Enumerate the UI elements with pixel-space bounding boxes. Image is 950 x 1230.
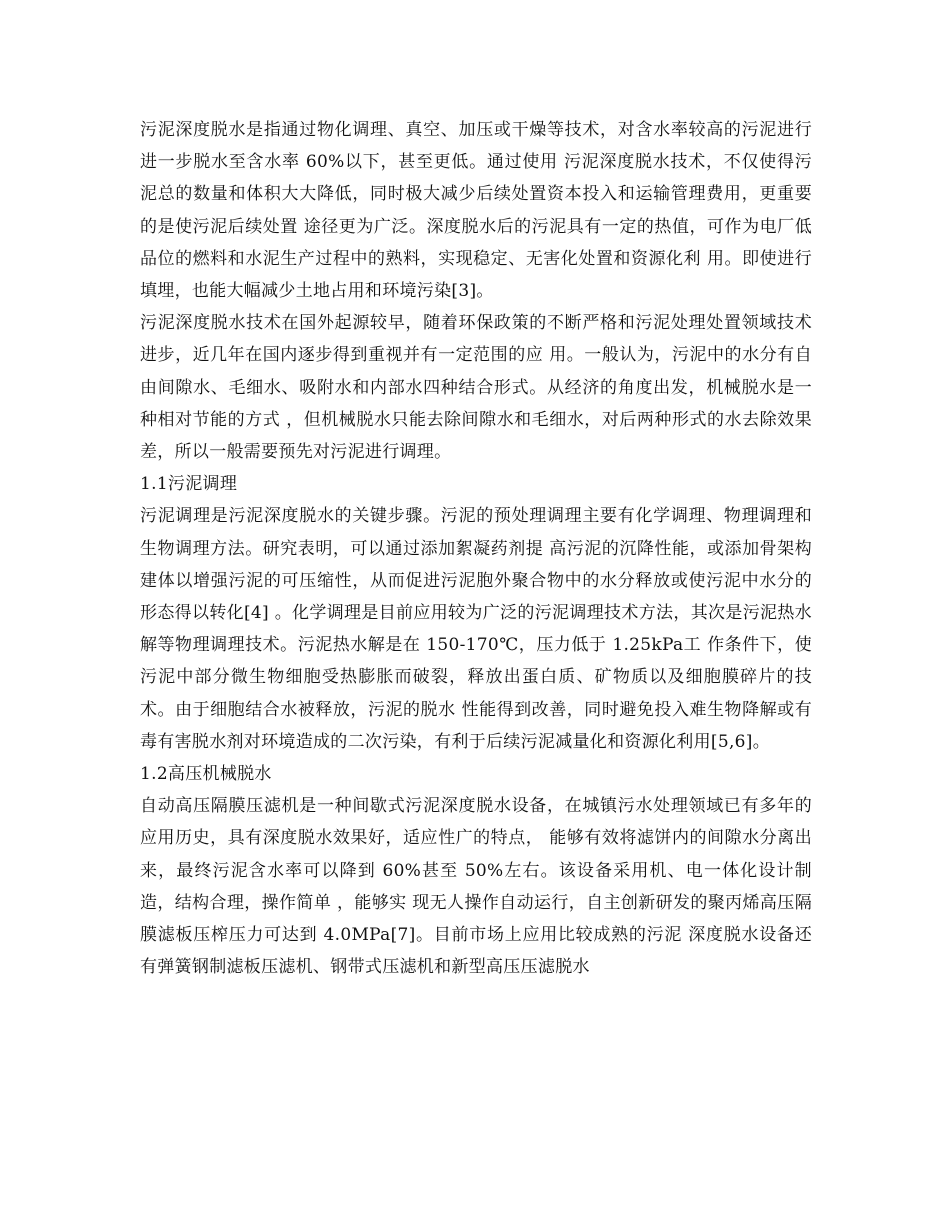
section-heading-high-pressure-dewatering: 1.2高压机械脱水	[140, 764, 272, 785]
section-heading-sludge-conditioning: 1.1污泥调理	[140, 474, 238, 495]
paragraph-sludge-conditioning: 污泥调理是污泥深度脱水的关键步骤。污泥的预处理调理主要有化学调理、物理调理和生物调理方法。研究表明，可以通过添加絮凝药剂提 高污泥的沉降性能，或添加骨架构建体以增强污泥的可压缩性，从而促进污泥胞外聚合物中的水分释放或使污泥中水分的形态得以转化[4] 。化学调理是目前应用较为广泛的污泥调理技术方法，其次是污泥热水解等物理调理技术。污泥热水解是在 150-170℃，压力低于 1.25kPa工 作条件下，使污泥中部分微生物细胞受热膨胀而破裂，释放出蛋白质、矿物质以及细胞膜碎片的技术。由于细胞结合水被释放，污泥的脱水 性能得到改善，同时避免投入难生物降解或有毒有害脱水剂对环境造成的二次污染，有利于后续污泥减量化和资源化利用[5,6]。	[140, 506, 812, 752]
document-body	[140, 114, 812, 983]
paragraph-background: 污泥深度脱水技术在国外起源较早，随着环保政策的不断严格和污泥处理处置领域技术进步，近几年在国内逐步得到重视并有一定范围的应 用。一般认为，污泥中的水分有自由间隙水、毛细水、吸附水和内部水四种结合形式。从经济的角度出发，机械脱水是一种相对节能的方式 ，但机械脱水只能去除间隙水和毛细水，对后两种形式的水去除效果差，所以一般需要预先对污泥进行调理。	[140, 313, 812, 463]
paragraph-intro: 污泥深度脱水是指通过物化调理、真空、加压或干燥等技术，对含水率较高的污泥进行进一步脱水至含水率 60%以下，甚至更低。通过使用 污泥深度脱水技术，不仅使得污泥总的数量和体积大大降低，同时极大减少后续处置资本投入和运输管理费用，更重要的是使污泥后续处置 途径更为广泛。深度脱水后的污泥具有一定的热值，可作为电厂低品位的燃料和水泥生产过程中的熟料，实现稳定、无害化处置和资源化利 用。即使进行填埋，也能大幅减少土地占用和环境污染[3]。	[140, 120, 812, 302]
paragraph-high-pressure-dewatering: 自动高压隔膜压滤机是一种间歇式污泥深度脱水设备，在城镇污水处理领域已有多年的应用历史，具有深度脱水效果好，适应性广的特点， 能够有效将滤饼内的间隙水分离出来，最终污泥含水率可以降到 60%甚至 50%左右。该设备采用机、电一体化设计制造，结构合理，操作简单 ，能够实 现无人操作自动运行，自主创新研发的聚丙烯高压隔膜滤板压榨压力可达到 4.0MPa[7]。目前市场上应用比较成熟的污泥 深度脱水设备还有弹簧钢制滤板压滤机、钢带式压滤机和新型高压压滤脱水	[140, 796, 812, 978]
